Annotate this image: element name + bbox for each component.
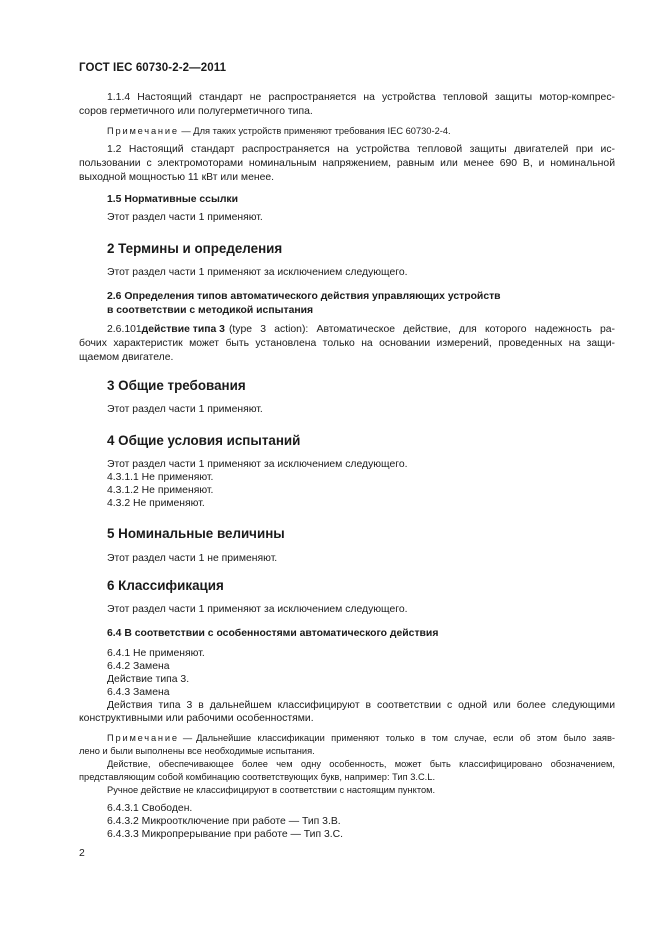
section-6-4-heading: 6.4 В соответствии с особенностями автоматического действия [107,628,439,639]
section-3-heading: 3 Общие требования [107,378,246,393]
section-6-text: Этот раздел части 1 применяют за исключением следующего. [107,604,408,615]
section-6-4-line: Действие типа 3. [107,674,190,685]
section-2-text: Этот раздел части 1 применяют за исключением следующего. [107,267,408,278]
section-6-4-para-line-2: конструктивными или рабочими особенностями. [79,713,314,724]
note-2-label: Примечание [107,733,179,743]
section-6-4-line: 6.4.2 Замена [107,661,170,672]
section-4-line: Этот раздел части 1 применяют за исключением следующего. [107,459,408,470]
section-5-text: Этот раздел части 1 не применяют. [107,553,278,564]
note-2-text: Дальнейшие классификации применяют только в том случае, если об этом было заяв- [196,733,615,743]
clause-1-2-line-1: 1.2 Настоящий стандарт распространяется на устройства тепловой защиты двигателей при ис- [107,144,615,155]
clause-1-1-4-line-1: 1.1.4 Настоящий стандарт не распространяется на устройства тепловой защиты мотор-компрес- [107,92,615,103]
note-1-label: Примечание [107,126,179,136]
section-4-heading: 4 Общие условия испытаний [107,433,301,448]
note-1-dash: — [181,126,191,136]
section-4-line: 4.3.2 Не применяют. [107,498,205,509]
section-1-5-heading: 1.5 Нормативные ссылки [107,194,239,205]
section-5-heading: 5 Номинальные величины [107,526,285,541]
note-2-line-2: лено и были выполнены все необходимые испытания. [79,746,315,756]
section-2-6-heading-line-2: в соответствии с методикой испытания [107,305,314,316]
note-2-line-3: Действие, обеспечивающее более чем одну особенность, может быть классифицировано обозначением, [107,759,615,769]
note-1-text: Для таких устройств применяют требования IEC 60730-2-4. [193,126,451,136]
term-type-3-action: действие типа 3 [141,324,225,335]
section-1-5-text: Этот раздел части 1 применяют. [107,212,263,223]
section-3-text: Этот раздел части 1 применяют. [107,404,263,415]
note-2-line-4: представляющим собой комбинацию соответствующих букв, например: Тип 3.C.L. [79,772,436,782]
note-2-line-5: Ручное действие не классифицируют в соответствии с настоящим пунктом. [107,785,436,795]
clause-2-6-101-line-3: щаемом двигателе. [79,352,174,363]
subclause-6-4-3-1: 6.4.3.1 Свободен. [107,803,193,814]
section-6-4-para-line-1: Действия типа 3 в дальнейшем классифицируют в соответствии с одной или более следующими [107,700,615,711]
section-4-line: 4.3.1.2 Не применяют. [107,485,214,496]
subclause-6-4-3-2: 6.4.3.2 Микроотключение при работе — Тип 3.B. [107,816,341,827]
clause-1-1-4-line-2: соров герметичного или полугерметичного типа. [79,106,313,117]
section-6-4-line: 6.4.3 Замена [107,687,170,698]
standard-header: ГОСТ IEC 60730-2-2—2011 [79,62,227,74]
clause-2-6-101-line-2: бочих характеристик может быть установлена только на основании измерений, проведенных на защи- [79,338,615,349]
page-number: 2 [79,848,85,859]
clause-1-2-line-2: пользовании с электромоторами номинальным напряжением, равным или менее 690 В, и номинальной [79,158,615,169]
clause-1-2-line-3: выходной мощностью 11 кВт или менее. [79,172,275,183]
section-6-heading: 6 Классификация [107,578,224,593]
clause-2-6-101-line-1 [107,323,615,337]
section-2-6-heading-line-1: 2.6 Определения типов автоматического действия управляющих устройств [107,291,501,302]
section-6-4-line: 6.4.1 Не применяют. [107,648,205,659]
section-4-line: 4.3.1.1 Не применяют. [107,472,214,483]
section-2-heading: 2 Термины и определения [107,241,283,256]
clause-2-6-101-number: 2.6.101 [107,324,142,335]
note-2-dash: — [182,733,193,743]
clause-2-6-101-definition: (type 3 action): Автоматическое действие, для которого надежность ра- [228,324,615,335]
note-2-line-1 [107,732,615,745]
note-1 [107,125,451,138]
subclause-6-4-3-3: 6.4.3.3 Микропрерывание при работе — Тип 3.C. [107,829,344,840]
